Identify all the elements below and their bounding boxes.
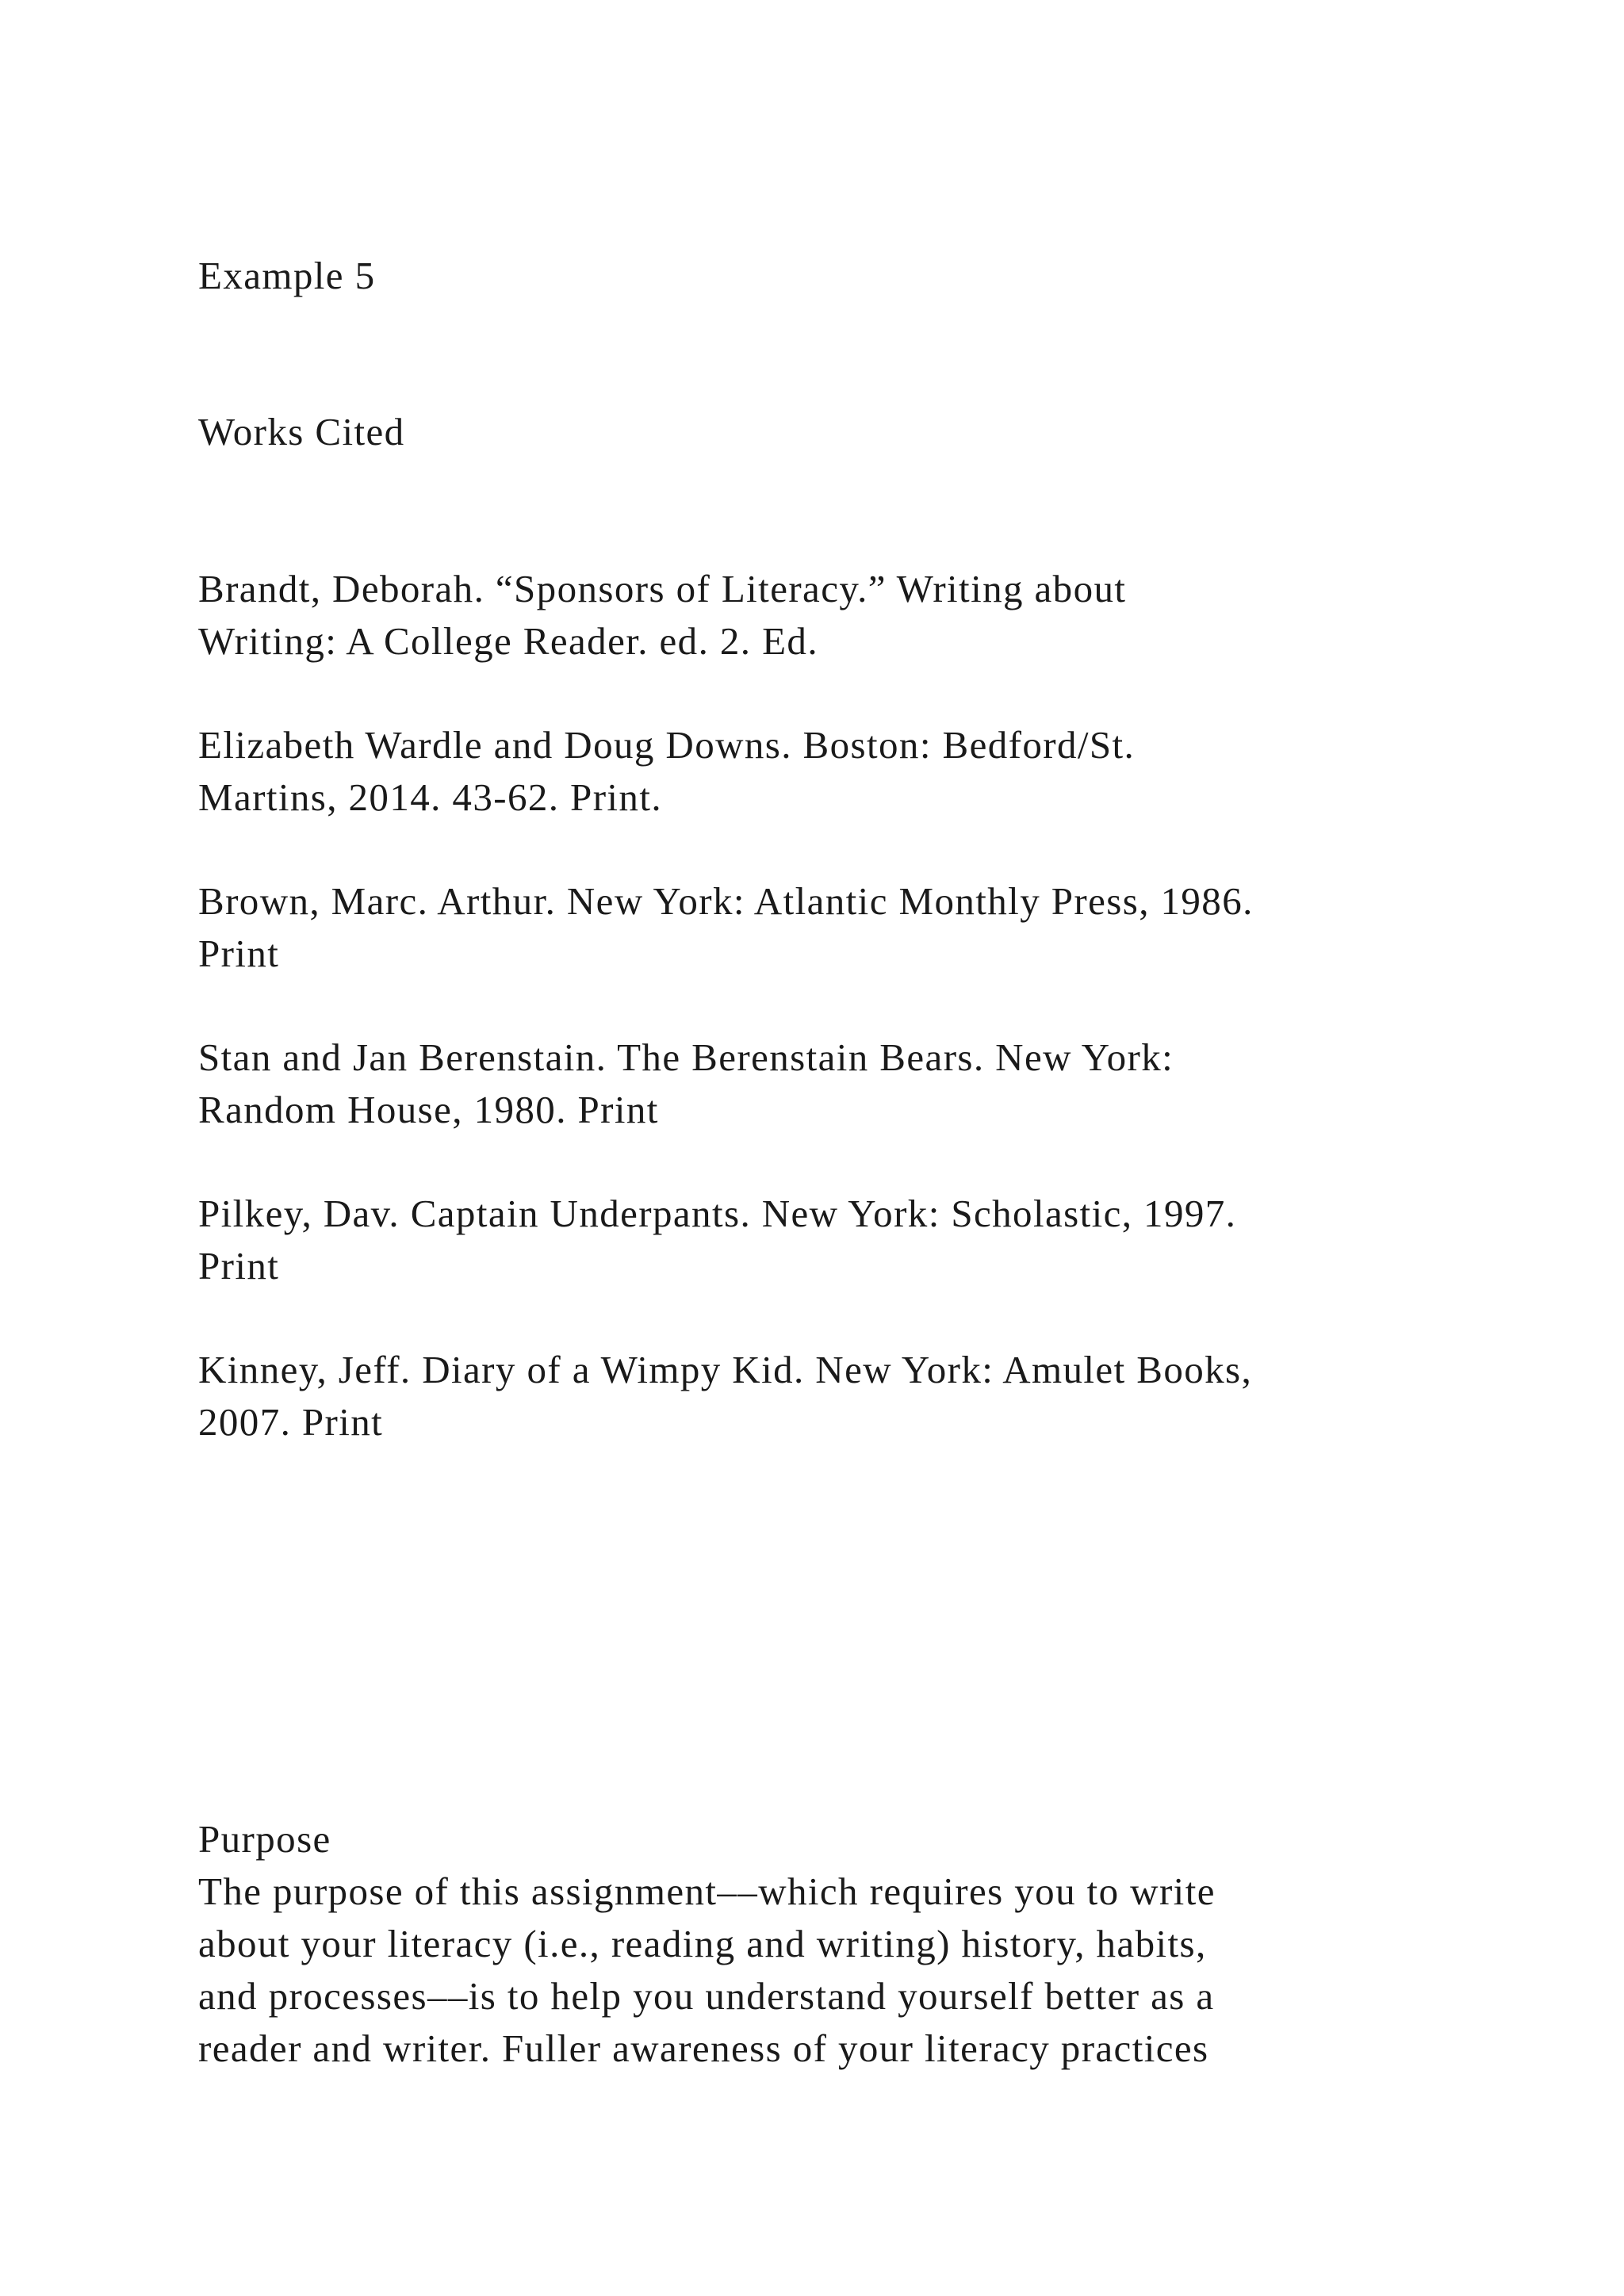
- citation-line: Elizabeth Wardle and Doug Downs. Boston: Bedford/St.: [198, 723, 1136, 767]
- citation-line: 2007. Print: [198, 1400, 384, 1444]
- citation-line: Writing: A College Reader. ed. 2. Ed.: [198, 619, 818, 663]
- citation-line: Stan and Jan Berenstain. The Berenstain Bears. New York:: [198, 1035, 1174, 1079]
- citation-line: Brown, Marc. Arthur. New York: Atlantic Monthly Press, 1986.: [198, 879, 1254, 923]
- citation-line: Random House, 1980. Print: [198, 1088, 659, 1131]
- purpose-paragraph-line: The purpose of this assignment––which requires you to write: [198, 1869, 1216, 1913]
- citation-line: Martins, 2014. 43-62. Print.: [198, 775, 662, 819]
- purpose-paragraph-line: reader and writer. Fuller awareness of your literacy practices: [198, 2026, 1209, 2070]
- works-cited-title: Works Cited: [198, 410, 405, 453]
- citation-line: Pilkey, Dav. Captain Underpants. New York: Scholastic, 1997.: [198, 1192, 1237, 1235]
- citation-line: Kinney, Jeff. Diary of a Wimpy Kid. New York: Amulet Books,: [198, 1348, 1253, 1391]
- purpose-title: Purpose: [198, 1817, 331, 1861]
- example-heading: Example 5: [198, 254, 376, 297]
- purpose-paragraph-line: and processes––is to help you understand yourself better as a: [198, 1974, 1215, 2018]
- citation-line: Print: [198, 932, 280, 975]
- citation-line: Brandt, Deborah. “Sponsors of Literacy.” Writing about: [198, 567, 1127, 610]
- citation-line: Print: [198, 1244, 280, 1288]
- purpose-paragraph-line: about your literacy (i.e., reading and writing) history, habits,: [198, 1922, 1207, 1965]
